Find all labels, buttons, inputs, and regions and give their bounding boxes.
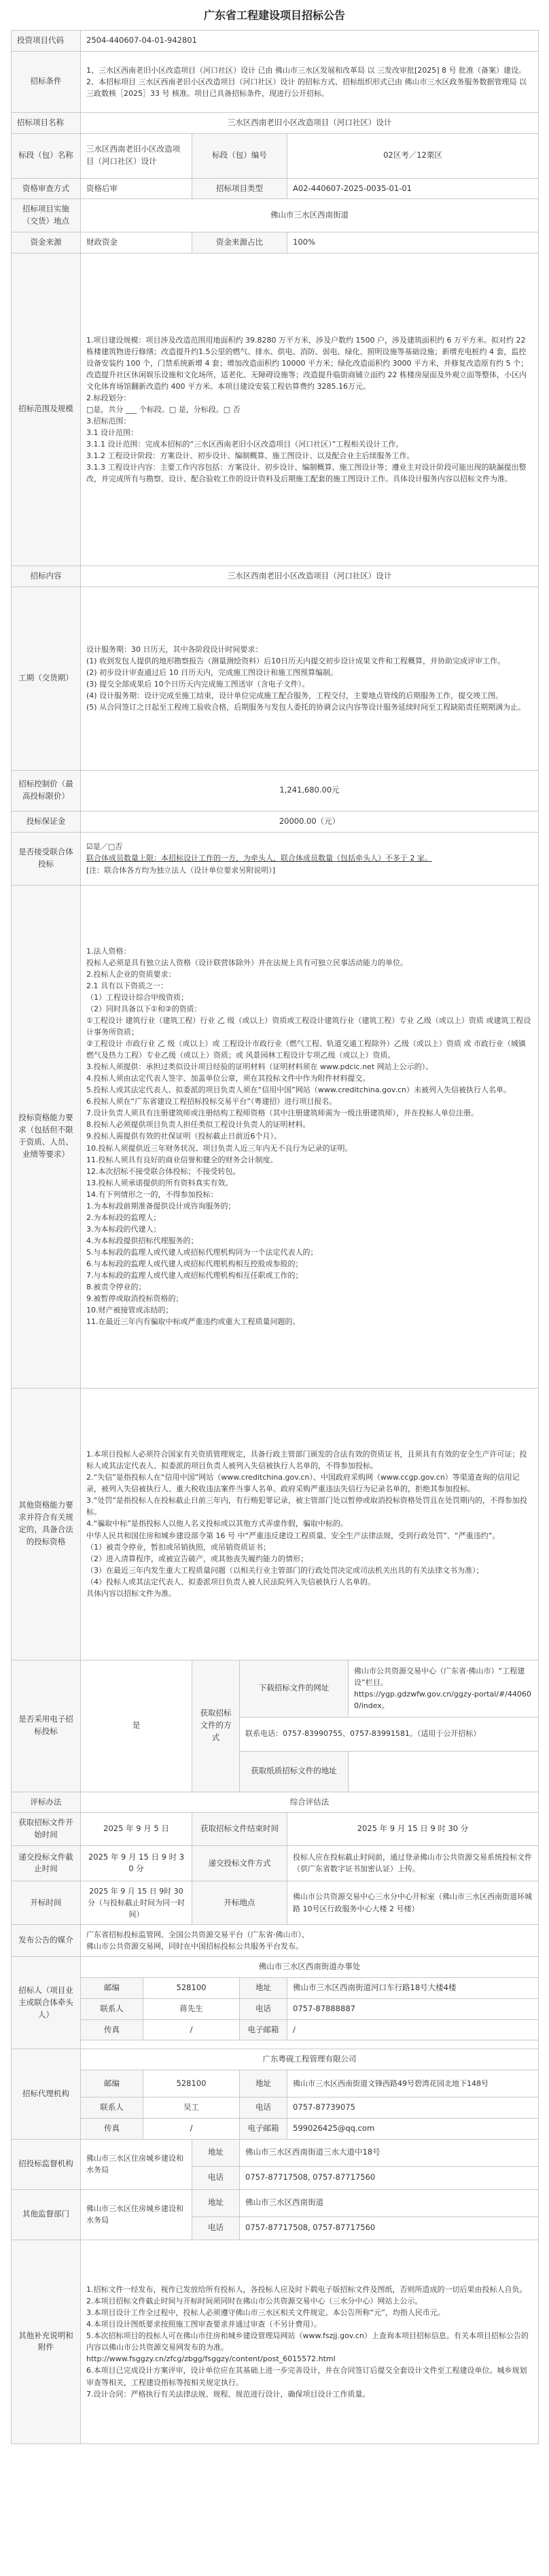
supervision-address-value: 佛山市三水区西南街道三水大道中18号 xyxy=(240,2139,539,2166)
row-location xyxy=(12,199,539,232)
funds-ratio-value: 100% xyxy=(287,232,539,254)
scope-line: 3.1.2 工程设计阶段：方案设计、初步设计、编制概算、施工图设计、以及配合业主后续服务工作。 xyxy=(86,451,414,461)
consortium-tip: [注：联合体各方均为独立法人（设计单位要求另附说明）] xyxy=(86,865,276,875)
e-platform-value: 是 xyxy=(81,1660,192,1792)
note-line: 5.本次招标项目的投标人可在佛山市住房和城乡建设管理局网站（www.fszjj.gov.cn）上查询本项目招标信息。有关本项目招标公告的内容以佛山市公共资源交易网发布的为准。 xyxy=(86,2331,529,2352)
e-platform-label: 是否采用电子招标投标 xyxy=(12,1660,81,1792)
paper-address-label: 获取纸质招标文件的地址 xyxy=(240,1751,349,1792)
obtain-end-label: 获取招标文件结束时间 xyxy=(192,1813,287,1846)
row-project-name xyxy=(12,112,539,133)
media-line: 广东省招标投标监管网、全国公共资源交易平台（广东省·佛山市）、 xyxy=(86,1930,309,1940)
scope-line: 1.项目建设规模：项目涉及改造范围用地面积约 39.8280 万平方米，涉及户数约 1500 户，涉及建筑面积约 6 万平方米。拟对约 22 栋楼建筑物进行修缮；改造提升约1.5公里的燃气、排水、供电、消防、弱电、绿化、照明设施等基础设施；新增充电桩约 4 套，监控设备安装约 100 个，门禁系统新增 4 套；增加改造面积约 10000 平方米；绿化改造面积约 3000 平方米，并修复改造原有约 5 个；改造提升社区休闲娱乐设施和文化场所，适老化、无障碍设施等；改造提升临街商铺立面约 22 栋楼房屋面及外观立面等整体，小区内文化体育场馆翻新改造约 400 平方米。本项目建设安装工程估算费约 3285.16万元。 xyxy=(86,335,528,391)
content-value: 三水区西南老旧小区改造项目（河口社区）设计 xyxy=(81,565,539,587)
method-value: 综合评估法 xyxy=(81,1792,539,1813)
section-name-value: 三水区西南老旧小区改造项目（河口社区）设计 xyxy=(81,133,192,178)
scope-value xyxy=(81,253,539,565)
requirement-line: 2.投标人企业的资质要求： xyxy=(86,969,176,979)
agency-contact-label: 联系人 xyxy=(81,2098,143,2119)
paper-address-value xyxy=(349,1751,539,1792)
row-notes xyxy=(12,2240,539,2443)
requirements-label: 投标资格能力要求（包括但不限于资质、人员、业绩等要求） xyxy=(12,885,81,1388)
requirement-line: ①工程设计 建筑行业（建筑工程）行业 乙 级（或以上）资质或工程设计建筑行业（建筑工程）专业 乙级（或以上）资质 或建筑工程设计事务所资质； xyxy=(86,1016,531,1037)
agency-value: 广东粤砚工程管理有限公司 xyxy=(81,2049,539,2070)
requirement-line: 7.设计负责人须具有注册建筑师或注册结构工程师资格（其中注册建筑师需为一级注册建筑师），并在投标人单位注册。 xyxy=(86,1109,478,1118)
location-value: 佛山市三水区西南街道 xyxy=(81,199,539,232)
schedule-value xyxy=(81,587,539,770)
credit-line: 3.“处罚”是指投标人在投标截止日前三年内，有行贿犯罪记录，被主管部门处以暂停或取消投标资格处罚且在处罚期内的，不得参加投标。 xyxy=(86,1496,527,1517)
requirement-line: 14.有下列情形之一的，不得参加投标： xyxy=(86,1189,218,1199)
row-consortium xyxy=(12,832,539,885)
agency-fax-label: 传真 xyxy=(81,2119,143,2140)
tenderer-fax-label: 传真 xyxy=(81,2019,143,2040)
qualification-value: 资格后审 xyxy=(81,178,192,199)
schedule-line: (5) 从合同签订之日起至工程竣工验收合格，后期服务与发包人委托的协调会议内容等设计服务延续时间至工程缺陷责任期期满为止。 xyxy=(86,703,526,712)
submit-method-value: 投标人应在投标截止时间前，通过登录佛山市公共资源交易系统投标文件（供广东省数字证书加密认证）上传。 xyxy=(287,1845,539,1881)
requirement-line: 10.财产被接管或冻结的； xyxy=(86,1306,173,1315)
page-title: 广东省工程建设项目招标公告 xyxy=(203,9,345,22)
row-tenderer-address xyxy=(12,1977,539,1998)
note-line: 3.本项目设计工作全过程中，投标人必须遵守佛山市三水区相关文件规定。本公告所称“元”，均指人民币元。 xyxy=(86,2308,445,2318)
requirement-line: 5.与本标段的监理人或代建人或招标代理机构同为一个法定代表人的； xyxy=(86,1247,318,1257)
requirement-line: 8.投标人必须提供项目负责人担任类似工程设计负责人的证明材料。 xyxy=(86,1120,311,1130)
tender-conditions-label: 招标条件 xyxy=(12,51,81,112)
tenderer-spacer xyxy=(81,2040,539,2049)
scope-line: 3.1 设计范围： xyxy=(86,428,138,437)
row-scope xyxy=(12,253,539,565)
funds-label: 资金来源 xyxy=(12,232,81,254)
requirement-line: （2）同时具备以下①和②的资质： xyxy=(86,1004,202,1013)
other-supervision-phone-label: 电话 xyxy=(192,2216,240,2240)
tenderer-mail-value: / xyxy=(287,2019,539,2040)
agency-postcode-value: 528100 xyxy=(143,2070,240,2098)
credit-label: 其他资格能力要求并符合有关规定的，具备合法的投标资格 xyxy=(12,1388,81,1660)
requirement-line: 11.在最近三年内有骗取中标或严重违约或重大工程质量问题的。 xyxy=(86,1317,300,1327)
consortium-note: 联合体成员数量上限：本招标设计工作的一方，为牵头人，联合体成员数量（包括牵头人）不多于 2 家。 xyxy=(86,854,432,863)
tender-conditions-line-1: 1、三水区西南老旧小区改造项目（河口社区）设计 已由 佛山市三水区发展和改革局 以 三发改审批[2025] 8 号 批准（备案）建设。 xyxy=(86,65,527,75)
other-supervision-address-label: 地址 xyxy=(192,2189,240,2216)
requirement-line: 7.与本标段的监理人或代建人或招标代理机构相互任职或工作的； xyxy=(86,1271,303,1281)
credit-line: 具体内容以招标文件为准。 xyxy=(86,1588,176,1598)
tenderer-postcode-value: 528100 xyxy=(143,1977,240,1998)
supervision-phone-value: 0757-87717508, 0757-87717560 xyxy=(240,2166,539,2189)
row-tender-conditions xyxy=(12,51,539,112)
other-supervision-phone-value: 0757-87717508, 0757-87717560 xyxy=(240,2216,539,2240)
note-link[interactable]: http://www.fsggzy.cn/zfcg/zbgg/fsggzy/content/post_6015572.html xyxy=(86,2354,336,2364)
consortium-value xyxy=(81,832,539,885)
credit-line: （4）投标人或其法定代表人、拟委派项目负责人被人民法院列入失信被执行人名单的。 xyxy=(86,1577,375,1586)
deposit-value: 20000.00（元） xyxy=(81,811,539,832)
agency-phone-value: 0757-87739075 xyxy=(287,2098,539,2119)
supervision-value: 佛山市三水区住房城乡建设和水务局 xyxy=(81,2139,192,2189)
tenderer-value: 佛山市三水区西南街道办事处 xyxy=(81,1957,539,1978)
note-line: 1.招标文件一经发布，视作已发放给所有投标人，各投标人应及时下载电子版招标文件及图纸，否则所造成的一切后果由投标人自负。 xyxy=(86,2285,527,2295)
row-supervision xyxy=(12,2139,539,2166)
section-code-label: 标段（包）编号 xyxy=(192,133,287,178)
submit-method-label: 递交投标文件方式 xyxy=(192,1845,287,1881)
submit-label: 递交投标文件截止时间 xyxy=(12,1845,81,1881)
tender-conditions-line-2: 2、本招标项目 三水区西南老旧小区改造项目（河口社区）设计 的招标方式、招标组织形式已由 佛山市三水区政务服务数据管理局 以 三政数核［2025］33 号 核准。项目已具备招标条件，现进行公开招标。 xyxy=(86,77,527,98)
qualification-label: 资格审查方式 xyxy=(12,178,81,199)
agency-address-value: 佛山市三水区西南街道文锋西路49号碧湾花园北地下148号 xyxy=(287,2070,539,2098)
obtain-method-label: 获取招标文件的方式 xyxy=(192,1660,240,1792)
tender-conditions-value xyxy=(81,51,539,112)
tenderer-postcode-label: 邮编 xyxy=(81,1977,143,1998)
other-supervision-address-value: 佛山市三水区西南街道 xyxy=(240,2189,539,2216)
content-label: 招标内容 xyxy=(12,565,81,587)
tenderer-label: 招标人（项目业主或联合体牵头人） xyxy=(12,1957,81,2049)
credit-value xyxy=(81,1388,539,1660)
requirement-line: 9.被暂停或取消投标资格的； xyxy=(86,1294,183,1304)
row-schedule xyxy=(12,587,539,770)
requirement-line: 4.投标人须由法定代表人签字、加盖单位公章，须在其投标文件中作为附件材料提交。 xyxy=(86,1074,370,1083)
row-media xyxy=(12,1925,539,1957)
agency-fax-value: / xyxy=(143,2119,240,2140)
note-line: 7.设计合同：严格执行有关法律法规、规程、规范进行设计，确保项目设计工作质量。 xyxy=(86,2389,370,2399)
row-agency-contact xyxy=(12,2098,539,2119)
obtain-end-value: 2025 年 9 月 15 日 9 时 30 分 xyxy=(287,1813,539,1846)
tenderer-phone-label: 电话 xyxy=(240,1998,287,2019)
download-url-label: 下载招标文件的网址 xyxy=(240,1660,349,1717)
agency-contact-value: 吴工 xyxy=(143,2098,240,2119)
platform-phone: 联系电话：0757-83990755、0757-83991581。（适用于公开招标） xyxy=(240,1717,539,1751)
consortium-choice: ☑是／□否 xyxy=(86,842,123,852)
row-e-platform-1 xyxy=(12,1660,539,1717)
supervision-phone-label: 电话 xyxy=(192,2166,240,2189)
other-supervision-label: 其他监督部门 xyxy=(12,2189,81,2240)
requirement-line: 10.投标人须提供近三年财务状况、项目负责人近三年内无不良行为记录的证明。 xyxy=(86,1143,353,1153)
opening-label: 开标时间 xyxy=(12,1881,81,1924)
requirement-line: 6.与本标段的监理人或代建人或招标代理机构相互控股或参股的； xyxy=(86,1259,303,1268)
schedule-label: 工期（交货期） xyxy=(12,587,81,770)
section-code-value: 02区考／12栗区 xyxy=(287,133,539,178)
opening-value: 2025 年 9 月 15 日 9时 30分（与投标截止时间为同一时间） xyxy=(81,1881,192,1924)
supervision-label: 招投标监督机构 xyxy=(12,2139,81,2189)
note-line: 4.本项目设计图纸要求按照施工图审查要求并通过审查（不另计费用）。 xyxy=(86,2320,321,2329)
project-code-label: 投资项目代码 xyxy=(12,31,81,52)
obtain-start-label: 获取招标文件开始时间 xyxy=(12,1813,81,1846)
requirement-line: 1.为本标段前期准备提供设计或咨询服务的； xyxy=(86,1201,236,1211)
note-line: 6.本项目已完成设计方案评审，设计单位应在其基础上进一步完善设计，并在合同签订后提交全套设计文件至工程建设单位。城乡规划审查等相关，工程建设指标等按相关规定执行。 xyxy=(86,2366,527,2387)
requirement-line: 投标人必须是具有独立法人资格（设计联营体除外）并在法规上具有可独立民事活动能力的单位。 xyxy=(86,958,408,967)
row-deposit xyxy=(12,811,539,832)
row-agency-name xyxy=(12,2049,539,2070)
scope-line: 3.招标范围： xyxy=(86,416,131,425)
consortium-label: 是否接受联合体投标 xyxy=(12,832,81,885)
requirement-line: 6.投标人须在“广东省建设工程招标投标交易平台”（粤建招）进行项目报名。 xyxy=(86,1097,337,1107)
row-method xyxy=(12,1792,539,1813)
row-agency-fax xyxy=(12,2119,539,2140)
funds-ratio-label: 资金来源占比 xyxy=(192,232,287,254)
scope-line: □是，共分 ___ 个标段。□ 是，分标段。□ 否 xyxy=(86,404,241,414)
requirement-line: 2.为本标段的监理人； xyxy=(86,1213,161,1222)
download-url-value xyxy=(349,1660,539,1717)
download-platform: 佛山市公共资源交易中心（广东省·佛山市）“工程建设”栏目。 xyxy=(354,1666,525,1687)
credit-line: （1）被责令停业，暂扣或吊销执照，或吊销资质证书； xyxy=(86,1542,270,1552)
agency-postcode-label: 邮编 xyxy=(81,2070,143,2098)
location-label: 招标项目实施（交货）地点 xyxy=(12,199,81,232)
requirement-line: 3.投标人须提供：承担过类似设计项目经验的证明材料（证明材料须在 www.pdcic.net 网站上公示的）。 xyxy=(86,1062,433,1072)
funds-value: 财政资金 xyxy=(81,232,192,254)
tenderer-contact-value: 蒋先生 xyxy=(143,1998,240,2019)
deposit-label: 投标保证金 xyxy=(12,811,81,832)
requirement-line: 3.为本标段的代建人； xyxy=(86,1224,161,1234)
requirements-value xyxy=(81,885,539,1388)
credit-line: 1.本项目投标人必须符合国家有关资质管理规定，具备行政主管部门颁发的合法有效的资质证书，且须具有有效的安全生产许可证；投标人或其法定代表人、拟委派的项目负责人被列入失信被执行人名单的，不得参加投标。 xyxy=(86,1450,527,1471)
obtain-start-value: 2025 年 9 月 5 日 xyxy=(81,1813,192,1846)
opening-address-value: 佛山市公共资源交易中心三水分中心开标室（佛山市三水区西南街道环城路 10号区行政服务中心大楼 2 号楼） xyxy=(287,1881,539,1924)
project-type-label: 招标项目类型 xyxy=(192,178,287,199)
row-submit xyxy=(12,1845,539,1881)
supervision-address-label: 地址 xyxy=(192,2139,240,2166)
tenderer-fax-value: / xyxy=(143,2019,240,2040)
project-code-value: 2504-440607-04-01-942801 xyxy=(81,31,539,52)
other-supervision-value: 佛山市三水区住房城乡建设和水务局 xyxy=(81,2189,192,2240)
row-requirements xyxy=(12,885,539,1388)
credit-line: 中华人民共和国住房和城乡建设部令第 16 号 中“严重违反建设工程质量、安全生产法律法规，受到行政处罚”、“严重违约”。 xyxy=(86,1531,500,1540)
requirement-line: （1）工程设计综合甲级资质； xyxy=(86,992,188,1002)
section-name-label: 标段（包）名称 xyxy=(12,133,81,178)
notes-value xyxy=(81,2240,539,2443)
requirement-line: 11.投标人须具有良好的商业信誉和健全的财务会计制度。 xyxy=(86,1155,278,1164)
requirement-line: 8.被责令停业的； xyxy=(86,1283,146,1292)
schedule-line: (2) 初步设计审查通过后 10 日历天内，完成施工图设计和施工图预算编制。 xyxy=(86,668,338,678)
project-type-value: A02-440607-2025-0035-01-01 xyxy=(287,178,539,199)
scope-line: 2.标段划分： xyxy=(86,393,131,402)
requirement-line: 13.投标人须承诺提供的所有资料真实有效。 xyxy=(86,1178,233,1187)
requirement-line: 4.为本标段提供招标代理服务的； xyxy=(86,1236,198,1245)
row-opening xyxy=(12,1881,539,1924)
row-content xyxy=(12,565,539,587)
tenderer-address-value: 佛山市三水区西南街道河口车行路18号大楼4楼 xyxy=(287,1977,539,1998)
tenderer-address-label: 地址 xyxy=(240,1977,287,1998)
credit-line: （3）在最近三年内发生重大工程质量问题（以相关行业主管部门的行政处罚决定或司法机关出具的有关法律文书为准）； xyxy=(86,1565,484,1575)
row-tenderer-fax xyxy=(12,2019,539,2040)
note-line: 2.本项目招标文件截止时间与开标时间须同时在佛山市公共资源交易中心（三水分中心）网站上公示。 xyxy=(86,2297,423,2306)
method-label: 评标办法 xyxy=(12,1792,81,1813)
project-name-value: 三水区西南老旧小区改造项目（河口社区）设计 xyxy=(81,112,539,133)
control-price-value: 1,241,680.00元 xyxy=(81,770,539,811)
row-project-code xyxy=(12,31,539,52)
scope-line: 3.1.3 工程设计内容：主要工作内容包括：方案设计、初步设计、编制概算、施工图设计等；遵业主对设计阶段可能出现的缺漏提出整改，并完成所有与勘察、设计、配合验收工作的设计资料及后期施工配套的施工图设计工作。具体设计服务内容以招标文件为准。 xyxy=(86,463,527,484)
row-credit xyxy=(12,1388,539,1660)
requirement-line: 12.本次招标不接受联合体投标；不接受转包。 xyxy=(86,1166,241,1176)
schedule-line: 设计服务期：30 日历天，其中各阶段设计时间要求： xyxy=(86,645,263,655)
tenderer-phone-value: 0757-87888887 xyxy=(287,1998,539,2019)
tender-notice-table xyxy=(11,30,539,2444)
row-obtain-time xyxy=(12,1813,539,1846)
schedule-line: (4) 设计服务期：设计完成至施工结束，设计单位完成施工配合服务，工程交付，主要地点管线的后期服务工作，提交竣工图。 xyxy=(86,691,503,701)
schedule-line: (3) 提交全部成果后 10个日历天内完成施工图送审（含电子文件）。 xyxy=(86,680,310,689)
scope-line: 3.1.1 设计范围：完成本招标的“三水区西南老旧小区改造项目（河口社区）”工程相关设计工作。 xyxy=(86,439,404,449)
tenderer-contact-label: 联系人 xyxy=(81,1998,143,2019)
row-control-price xyxy=(12,770,539,811)
agency-address-label: 地址 xyxy=(240,2070,287,2098)
row-funds xyxy=(12,232,539,254)
media-line: 佛山市公共资源交易网，同时在中国招标投标公共服务平台发布。 xyxy=(86,1942,303,1951)
control-price-label: 招标控制价（最高投标限价） xyxy=(12,770,81,811)
agency-mail-label: 电子邮箱 xyxy=(240,2119,287,2140)
schedule-line: (1) 收到发包人提供的地形勘察报告（测量测绘资料）后10日历天内提交初步设计成果文件和工程概算，并协助完成评审工作。 xyxy=(86,657,506,666)
requirement-line: 5.投标人或其法定代表人、拟委派的项目负责人须在“信用中国”网站（www.creditchina.gov.cn）未被列入失信被执行人名单。 xyxy=(86,1085,511,1095)
row-other-supervision xyxy=(12,2189,539,2216)
row-tenderer-spacer xyxy=(12,2040,539,2049)
requirement-line: 1.法人资格： xyxy=(86,946,131,956)
agency-phone-label: 电话 xyxy=(240,2098,287,2119)
opening-address-label: 开标地点 xyxy=(192,1881,287,1924)
row-tenderer-name xyxy=(12,1957,539,1978)
row-tender-section xyxy=(12,133,539,178)
agency-label: 招标代理机构 xyxy=(12,2049,81,2139)
row-qualification xyxy=(12,178,539,199)
notes-label: 其他补充说明和附件 xyxy=(12,2240,81,2443)
project-name-label: 招标项目名称 xyxy=(12,112,81,133)
credit-line: 2.“失信”是指投标人在“信用中国”网站（www.creditchina.gov.cn）、中国政府采购网（www.ccgp.gov.cn）等渠道查询的信用记录，被列入失信被执行人、重大税收违法案件当事人名单、政府采购严重违法失信行为记录名单的，拒绝其参加投标。 xyxy=(86,1473,520,1494)
agency-mail-value[interactable]: 599026425@qq.com xyxy=(287,2119,539,2140)
requirement-line: 9.投标人需提供有效的社保证明（投标截止日前近6个月）。 xyxy=(86,1132,281,1141)
scope-label: 招标范围及规模 xyxy=(12,253,81,565)
row-agency-address xyxy=(12,2070,539,2098)
tenderer-mail-label: 电子邮箱 xyxy=(240,2019,287,2040)
row-tenderer-contact xyxy=(12,1998,539,2019)
submit-value: 2025 年 9 月 15 日 9 时 30 分 xyxy=(81,1845,192,1881)
credit-line: （2）进入清算程序，或被宣告破产，或其他丧失履约能力的情形； xyxy=(86,1554,308,1563)
requirement-line: 2.1 具有以下资质之一： xyxy=(86,981,168,990)
requirement-line: ②工程设计 市政行业 乙 级（或以上）或 工程设计市政行业（燃气工程、轨道交通工程除外）乙级（或以上）资质 或 市政行业（城镇燃气及热力工程）专业乙级（或以上）资质；或 风景园林工程设计专项乙级（或以上）资质。 xyxy=(86,1039,526,1060)
credit-line: 4.“骗取中标”是指投标人以他人名义投标或以其他方式弄虚作假，骗取中标的。 xyxy=(86,1519,348,1529)
media-label: 发布公告的媒介 xyxy=(12,1925,81,1957)
media-value xyxy=(81,1925,539,1957)
download-link[interactable]: https://ygp.gdzwfw.gov.cn/ggzy-portal/#/440600/index。 xyxy=(354,1690,531,1711)
